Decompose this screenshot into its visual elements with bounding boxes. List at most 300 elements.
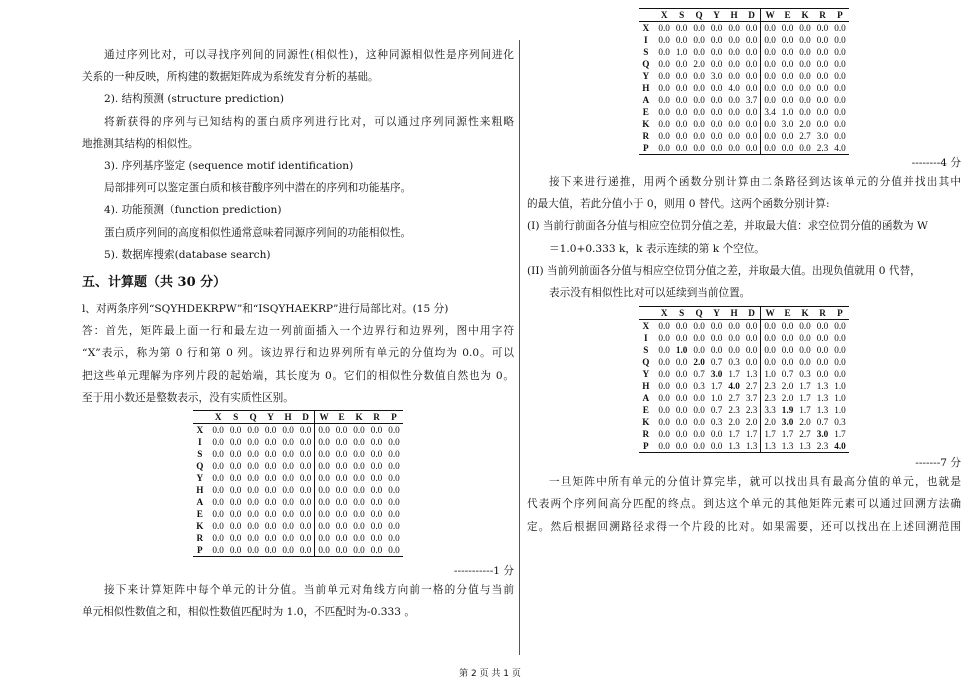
- list-item-structure-prediction: 2). 结构预测 (structure prediction): [104, 93, 284, 106]
- table-cell: 0.0: [212, 437, 224, 448]
- table-cell: 0.0: [764, 95, 776, 105]
- row-header: Y: [196, 473, 204, 484]
- table-cell: 0.0: [710, 321, 723, 332]
- table-cell: 0.0: [693, 441, 705, 452]
- list-item-motif-identification: 3). 序列基序鉴定 (sequence motif identification): [104, 160, 354, 173]
- table-cell: 0.0: [834, 59, 846, 69]
- table-row: [639, 440, 848, 453]
- table-cell: 0.0: [799, 83, 811, 93]
- table-cell: 0.0: [743, 34, 761, 46]
- table-cell: 0.0: [781, 59, 794, 69]
- score-marker: -------7 分: [915, 457, 961, 470]
- table-cell: 0.0: [282, 521, 294, 532]
- table-cell: 0.0: [247, 509, 259, 520]
- table-cell: 0.0: [335, 509, 348, 520]
- table-cell: 1.7: [781, 429, 794, 440]
- row-header: Q: [196, 461, 204, 472]
- table-cell: 0.0: [370, 545, 383, 556]
- table-cell: 0.0: [370, 425, 383, 436]
- table-cell: 1.3: [743, 368, 761, 380]
- row-header: X: [642, 321, 650, 332]
- table-row: [639, 344, 848, 356]
- table-cell: 0.0: [743, 356, 761, 368]
- table-cell: 0.0: [728, 119, 740, 129]
- list-item-database-search: 5). 数据库搜索(database search): [104, 248, 271, 261]
- table-cell: 2.0: [728, 417, 740, 428]
- table-cell: 0.0: [816, 71, 829, 81]
- table-cell: 0.0: [335, 485, 348, 496]
- table-cell: 0.7: [816, 417, 829, 428]
- paragraph: 关系的一种反映，所构建的数据矩阵成为系统发育分析的基础。: [82, 71, 379, 84]
- column-header: K: [801, 10, 809, 20]
- row-header: R: [642, 131, 650, 141]
- table-cell: 0.0: [353, 521, 365, 532]
- table-cell: 1.0: [834, 381, 846, 392]
- table-cell: 0.0: [693, 405, 705, 416]
- table-cell: 0.0: [816, 83, 829, 93]
- table-cell: 0.0: [229, 473, 242, 484]
- table-row: [639, 142, 848, 155]
- table-cell: 0.0: [282, 461, 294, 472]
- table-cell: 0.0: [834, 107, 846, 117]
- table-cell: 0.0: [212, 545, 224, 556]
- table-cell: 0.0: [297, 484, 315, 496]
- table-cell: 0.0: [247, 473, 259, 484]
- row-header: Q: [642, 357, 650, 368]
- table-cell: 1.3: [816, 405, 829, 416]
- table-cell: 0.0: [728, 143, 740, 153]
- row-header: R: [642, 429, 650, 440]
- table-cell: 0.0: [282, 437, 294, 448]
- table-cell: 0.0: [799, 95, 811, 105]
- column-header: K: [801, 308, 809, 319]
- table-cell: 0.0: [297, 472, 315, 484]
- table-cell: 0.0: [710, 23, 723, 33]
- table-cell: 0.0: [658, 23, 670, 33]
- table-row: [639, 416, 848, 428]
- table-cell: 3.0: [781, 119, 794, 129]
- table-cell: 0.0: [388, 461, 400, 472]
- table-cell: 2.0: [693, 357, 705, 368]
- table-cell: 0.0: [834, 83, 846, 93]
- paragraph: 接下来计算矩阵中每个单元的计分值。当前单元对角线方向前一格的分值与当前: [104, 584, 514, 597]
- table-cell: 0.0: [728, 131, 740, 141]
- table-cell: 0.0: [764, 131, 776, 141]
- table-cell: 0.0: [675, 393, 688, 404]
- row-header: E: [642, 107, 649, 117]
- table-cell: 0.0: [728, 345, 740, 356]
- table-cell: 0.0: [318, 437, 330, 448]
- answer-line: 把这些单元理解为序列片段的起始端，其长度为 0。它们的相似性分数值自然也为 0。: [82, 369, 514, 382]
- table-cell: 0.0: [693, 333, 705, 344]
- paragraph: 的最大值，若此分值小于 0，则用 0 替代。这两个函数分别计算:: [527, 198, 830, 211]
- row-header: I: [198, 437, 202, 448]
- table-cell: 0.0: [816, 95, 829, 105]
- table-cell: 0.0: [675, 417, 688, 428]
- table-cell: 0.0: [658, 333, 670, 344]
- table-cell: 0.0: [764, 71, 776, 81]
- table-cell: 0.0: [799, 59, 811, 69]
- table-cell: 0.0: [799, 47, 811, 57]
- table-cell: 0.0: [318, 497, 330, 508]
- table-cell: 1.7: [743, 428, 761, 440]
- score-matrix-diagonal: [639, 8, 848, 155]
- table-cell: 0.0: [388, 485, 400, 496]
- column-header: K: [355, 412, 363, 423]
- row-header: Q: [642, 59, 650, 69]
- table-cell: 0.0: [282, 449, 294, 460]
- score-matrix-final: [639, 306, 848, 453]
- table-cell: 2.0: [799, 417, 811, 428]
- left-column: [82, 44, 514, 623]
- table-cell: 0.0: [229, 533, 242, 544]
- table-cell: 3.0: [710, 71, 723, 81]
- table-cell: 3.0: [816, 131, 829, 141]
- table-cell: 0.0: [370, 497, 383, 508]
- table-cell: 0.0: [318, 449, 330, 460]
- table-cell: 0.0: [335, 545, 348, 556]
- table-cell: 0.0: [264, 461, 277, 472]
- table-cell: 2.7: [728, 393, 740, 404]
- table-cell: 1.7: [710, 381, 723, 392]
- table-row: [639, 82, 848, 94]
- row-header: E: [196, 509, 203, 520]
- table-cell: 2.0: [781, 381, 794, 392]
- table-cell: 0.0: [658, 357, 670, 368]
- table-cell: 0.0: [816, 23, 829, 33]
- table-cell: 4.0: [834, 441, 846, 452]
- table-cell: 0.0: [353, 533, 365, 544]
- table-cell: 0.0: [297, 460, 315, 472]
- table-cell: 0.0: [388, 425, 400, 436]
- table-cell: 0.0: [764, 83, 776, 93]
- table-cell: 1.3: [781, 441, 794, 452]
- section-heading: 五、计算题（共 30 分）: [82, 275, 227, 291]
- column-header: Y: [267, 412, 274, 423]
- paragraph: 一旦矩阵中所有单元的分值计算完毕，就可以找出具有最高分值的单元，也就是: [549, 476, 961, 489]
- table-cell: 0.0: [318, 461, 330, 472]
- table-cell: 0.0: [816, 59, 829, 69]
- table-cell: 0.0: [781, 71, 794, 81]
- table-cell: 2.3: [816, 143, 829, 153]
- table-cell: 0.0: [370, 521, 383, 532]
- table-cell: 0.0: [710, 47, 723, 57]
- rule-ii-cont: 表示没有相似性比对可以延续到当前位置。: [549, 287, 751, 300]
- table-cell: 0.0: [693, 23, 705, 33]
- table-cell: 0.0: [335, 533, 348, 544]
- table-cell: 4.0: [728, 381, 740, 392]
- column-header: S: [679, 10, 685, 20]
- row-header: Y: [642, 369, 650, 380]
- column-header: D: [297, 411, 315, 424]
- table-cell: 0.0: [743, 58, 761, 70]
- table-cell: 0.0: [658, 143, 670, 153]
- table-cell: 2.7: [743, 380, 761, 392]
- table-cell: 2.0: [764, 417, 776, 428]
- table-cell: 0.0: [693, 119, 705, 129]
- table-cell: 0.0: [212, 473, 224, 484]
- table-cell: 0.3: [693, 381, 705, 392]
- table-row: [639, 380, 848, 392]
- table-row: [639, 118, 848, 130]
- table-row: [193, 424, 402, 437]
- table-cell: 1.0: [781, 107, 794, 117]
- table-cell: 1.3: [743, 440, 761, 453]
- column-header: R: [819, 308, 826, 319]
- table-cell: 0.0: [816, 107, 829, 117]
- table-row: [639, 332, 848, 344]
- table-cell: 0.0: [658, 405, 670, 416]
- rule-i-cont: ＝1.0+0.333 k，k 表示连续的第 k 个空位。: [549, 242, 765, 255]
- table-cell: 0.0: [764, 321, 776, 332]
- table-cell: 0.0: [658, 71, 670, 81]
- table-cell: 0.0: [388, 533, 400, 544]
- table-cell: 0.0: [834, 321, 846, 332]
- row-header: A: [642, 95, 650, 105]
- table-cell: 0.0: [658, 83, 670, 93]
- table-cell: 0.0: [658, 429, 670, 440]
- table-row: [193, 484, 402, 496]
- table-cell: 3.0: [781, 417, 794, 428]
- table-cell: 0.0: [799, 357, 811, 368]
- column-header: H: [284, 412, 292, 423]
- table-cell: 3.4: [764, 107, 776, 117]
- table-cell: 0.0: [282, 473, 294, 484]
- column-header: S: [233, 412, 239, 423]
- table-cell: 0.0: [282, 509, 294, 520]
- table-cell: 0.0: [229, 521, 242, 532]
- table-cell: 0.0: [229, 497, 242, 508]
- table-cell: 0.0: [743, 106, 761, 118]
- table-cell: 0.0: [799, 333, 811, 344]
- table-cell: 0.0: [229, 485, 242, 496]
- table-cell: 0.0: [834, 23, 846, 33]
- paragraph: 蛋白质序列间的高度相似性通常意味着同源序列间的功能相似性。: [104, 226, 412, 239]
- table-cell: 0.0: [834, 333, 846, 344]
- table-cell: 0.0: [710, 131, 723, 141]
- table-cell: 0.0: [675, 369, 688, 380]
- table-cell: 2.0: [781, 393, 794, 404]
- table-cell: 0.0: [353, 509, 365, 520]
- table-cell: 0.3: [799, 369, 811, 380]
- column-header: W: [765, 10, 775, 20]
- table-cell: 0.0: [710, 83, 723, 93]
- column-header: X: [214, 412, 222, 423]
- paragraph: 定。然后根据回溯路径求得一个片段的比对。如果需要，还可以找出在上述回溯范围: [527, 520, 961, 533]
- column-header: H: [730, 10, 738, 20]
- table-cell: 0.0: [764, 23, 776, 33]
- row-header: S: [197, 449, 203, 460]
- table-cell: 0.0: [834, 357, 846, 368]
- table-cell: 0.0: [799, 321, 811, 332]
- table-cell: 0.0: [743, 82, 761, 94]
- table-row: [193, 496, 402, 508]
- column-header: R: [819, 10, 826, 20]
- table-cell: 2.0: [693, 59, 705, 69]
- row-header: I: [644, 35, 648, 45]
- table-row: [639, 392, 848, 404]
- table-cell: 0.0: [675, 59, 688, 69]
- table-cell: 0.0: [675, 357, 688, 368]
- table-row: [639, 106, 848, 118]
- row-header: P: [197, 545, 203, 556]
- table-cell: 0.0: [297, 532, 315, 544]
- table-cell: 0.0: [834, 131, 846, 141]
- table-cell: 0.3: [728, 357, 740, 368]
- table-cell: 0.0: [297, 496, 315, 508]
- table-cell: 0.0: [743, 70, 761, 82]
- table-cell: 0.0: [816, 47, 829, 57]
- table-cell: 0.0: [353, 545, 365, 556]
- table-cell: 0.0: [799, 23, 811, 33]
- table-cell: 0.0: [247, 485, 259, 496]
- table-cell: 0.0: [318, 533, 330, 544]
- table-cell: 0.0: [728, 23, 740, 33]
- row-header: K: [642, 417, 650, 428]
- table-cell: 0.0: [693, 417, 705, 428]
- table-row: [639, 130, 848, 142]
- table-cell: 0.0: [658, 131, 670, 141]
- table-cell: 0.0: [247, 461, 259, 472]
- row-header: S: [643, 47, 649, 57]
- column-header: Q: [695, 308, 703, 319]
- table-cell: 0.0: [743, 118, 761, 130]
- table-cell: 0.0: [335, 425, 348, 436]
- table-row: [639, 404, 848, 416]
- table-cell: 0.0: [693, 107, 705, 117]
- table-cell: 0.0: [799, 345, 811, 356]
- table-cell: 2.3: [816, 441, 829, 452]
- table-cell: 0.7: [710, 357, 723, 368]
- column-header: E: [784, 308, 791, 319]
- table-cell: 0.0: [318, 545, 330, 556]
- table-cell: 0.0: [743, 344, 761, 356]
- table-cell: 0.0: [675, 131, 688, 141]
- right-column: [527, 8, 961, 538]
- question-1: l、对两条序列“SQYHDEKRPW”和“ISQYHAEKRP”进行局部比对。(15 分): [82, 303, 449, 316]
- table-cell: 0.0: [212, 485, 224, 496]
- row-header: K: [196, 521, 204, 532]
- table-cell: 0.0: [353, 449, 365, 460]
- table-cell: 2.0: [743, 416, 761, 428]
- table-cell: 0.0: [728, 95, 740, 105]
- table-cell: 0.0: [247, 425, 259, 436]
- table-cell: 0.0: [212, 449, 224, 460]
- table-cell: 0.0: [282, 545, 294, 556]
- answer-line: 答：首先，矩阵最上面一行和最左边一列前面插入一个边界行和边界列，图中用字符: [82, 325, 514, 338]
- table-cell: 0.0: [318, 485, 330, 496]
- column-header: P: [391, 412, 397, 423]
- table-cell: 0.0: [675, 441, 688, 452]
- table-row: [193, 532, 402, 544]
- table-cell: 0.0: [764, 357, 776, 368]
- table-cell: 0.0: [212, 521, 224, 532]
- table-cell: 0.0: [764, 345, 776, 356]
- score-matrix-initial: [193, 410, 402, 557]
- table-cell: 3.7: [743, 392, 761, 404]
- table-cell: 0.0: [282, 425, 294, 436]
- table-cell: 0.0: [710, 107, 723, 117]
- table-row: [639, 22, 848, 35]
- table-cell: 1.3: [816, 381, 829, 392]
- table-row: [639, 356, 848, 368]
- table-cell: 0.0: [710, 119, 723, 129]
- table-cell: 0.0: [693, 393, 705, 404]
- table-cell: 0.0: [799, 107, 811, 117]
- table-cell: 0.0: [335, 497, 348, 508]
- paragraph: 地推测其结构的相似性。: [82, 137, 199, 150]
- table-cell: 0.0: [743, 130, 761, 142]
- table-cell: 1.9: [781, 405, 794, 416]
- table-cell: 0.0: [353, 437, 365, 448]
- table-cell: 0.0: [764, 119, 776, 129]
- table-cell: 0.0: [370, 509, 383, 520]
- table-cell: 0.0: [764, 59, 776, 69]
- table-cell: 0.0: [264, 521, 277, 532]
- table-cell: 0.0: [816, 345, 829, 356]
- table-cell: 0.0: [264, 473, 277, 484]
- table-cell: 0.0: [658, 119, 670, 129]
- table-row: [639, 320, 848, 333]
- table-cell: 0.0: [370, 485, 383, 496]
- table-cell: 0.0: [675, 71, 688, 81]
- table-cell: 0.0: [743, 46, 761, 58]
- table-cell: 0.7: [781, 369, 794, 380]
- table-cell: 0.0: [834, 345, 846, 356]
- table-cell: 0.0: [693, 143, 705, 153]
- table-cell: 0.0: [781, 333, 794, 344]
- table-row: [193, 544, 402, 557]
- table-cell: 1.0: [675, 345, 688, 356]
- table-cell: 0.3: [710, 417, 723, 428]
- table-cell: 1.7: [728, 429, 740, 440]
- column-header: [193, 411, 209, 424]
- table-cell: 0.0: [834, 35, 846, 45]
- table-cell: 0.0: [388, 473, 400, 484]
- table-cell: 0.0: [229, 437, 242, 448]
- table-row: [639, 34, 848, 46]
- table-cell: 0.0: [247, 497, 259, 508]
- table-cell: 0.0: [264, 545, 277, 556]
- table-row: [193, 436, 402, 448]
- table-cell: 0.0: [675, 107, 688, 117]
- table-cell: 0.0: [799, 71, 811, 81]
- table-cell: 0.0: [816, 321, 829, 332]
- table-cell: 0.0: [282, 497, 294, 508]
- table-cell: 0.0: [710, 441, 723, 452]
- table-cell: 0.0: [710, 429, 723, 440]
- row-header: Y: [642, 71, 650, 81]
- paragraph: 将新获得的序列与已知结构的蛋白质序列进行比对，可以通过序列同源性来粗略: [104, 115, 514, 128]
- table-cell: 4.0: [728, 83, 740, 93]
- table-row: [193, 448, 402, 460]
- table-cell: 0.0: [743, 320, 761, 333]
- table-cell: 0.0: [353, 497, 365, 508]
- table-cell: 0.0: [318, 425, 330, 436]
- table-cell: 0.0: [212, 533, 224, 544]
- table-cell: 0.0: [675, 429, 688, 440]
- row-header: H: [642, 381, 650, 392]
- table-cell: 0.0: [834, 369, 846, 380]
- table-cell: 0.0: [335, 473, 348, 484]
- paragraph: 代表两个序列间高分匹配的终点。到达这个单元的其他矩阵元素可以通过回溯方法确: [527, 498, 961, 511]
- table-cell: 0.0: [370, 533, 383, 544]
- table-row: [193, 508, 402, 520]
- table-cell: 0.0: [247, 437, 259, 448]
- table-cell: 0.0: [764, 143, 776, 153]
- page-footer: 第 2 页 共 1 页: [459, 669, 521, 679]
- table-cell: 0.0: [370, 437, 383, 448]
